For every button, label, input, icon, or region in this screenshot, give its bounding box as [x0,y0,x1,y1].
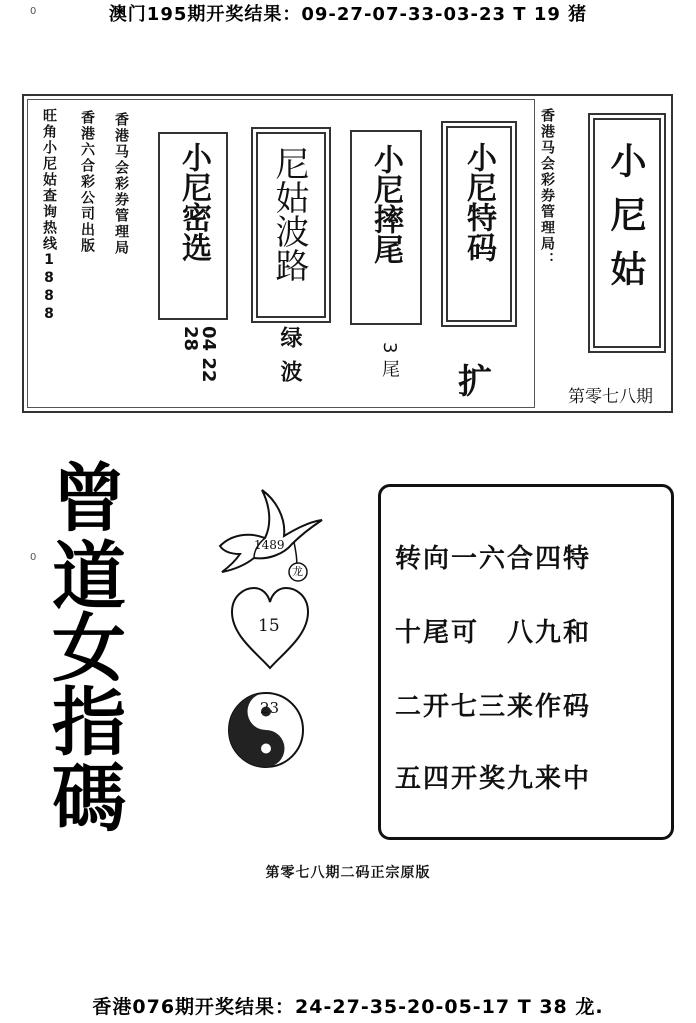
publisher-column: 香港六合彩公司出版 [79,110,95,254]
big-title-char-3: 女 [52,606,126,692]
secret-pick-numbers: 04 22 28 [180,326,219,383]
wave-title: 尼姑波路 [269,146,309,282]
heart-number: 15 [258,616,280,636]
secret-pick-title: 小尼密选 [176,142,211,262]
tail-title: 小尼摔尾 [368,144,403,264]
brand-title: 小尼姑 [605,142,647,304]
special-value: 扩 [458,362,492,402]
tail-value: 3尾 [379,342,400,384]
dove-icon [210,484,330,584]
big-title-char-4: 指 [52,680,126,766]
margin-mark-top: 0 [30,6,37,17]
hotline-column: 旺角小尼姑查询热线1888 [41,108,57,324]
dove-label: 龙 [292,565,303,578]
poem-line-1: 转向一六合四特 [395,544,592,574]
issue-label: 第零七八期 [568,387,653,407]
bureau-column-right: 香港马会彩券管理局： [539,108,555,268]
bureau-column-left: 香港马会彩券管理局 [113,112,129,256]
big-title-char-5: 碼 [52,756,126,842]
margin-mark-middle: 0 [30,552,37,563]
big-title-char-1: 曾 [52,456,126,542]
hongkong-result-footer: 香港076期开奖结果：24-27-35-20-05-17 T 38 龙. [92,996,604,1018]
wave-value: 绿波 [277,326,302,394]
special-title: 小尼特码 [461,142,496,262]
big-title-char-2: 道 [52,534,126,620]
macau-result-header: 澳门195期开奖结果：09-27-07-33-03-23 T 19 猪 [108,4,588,25]
edition-caption: 第零七八期二码正宗原版 [265,865,431,881]
dove-number: 1489 [254,538,285,552]
poem-line-4: 五四开奖九来中 [395,764,592,794]
yin-yang-number: 23 [260,699,280,717]
poem-line-2: 十尾可 八九和 [395,618,592,648]
poem-line-3: 二开七三来作码 [395,692,592,722]
